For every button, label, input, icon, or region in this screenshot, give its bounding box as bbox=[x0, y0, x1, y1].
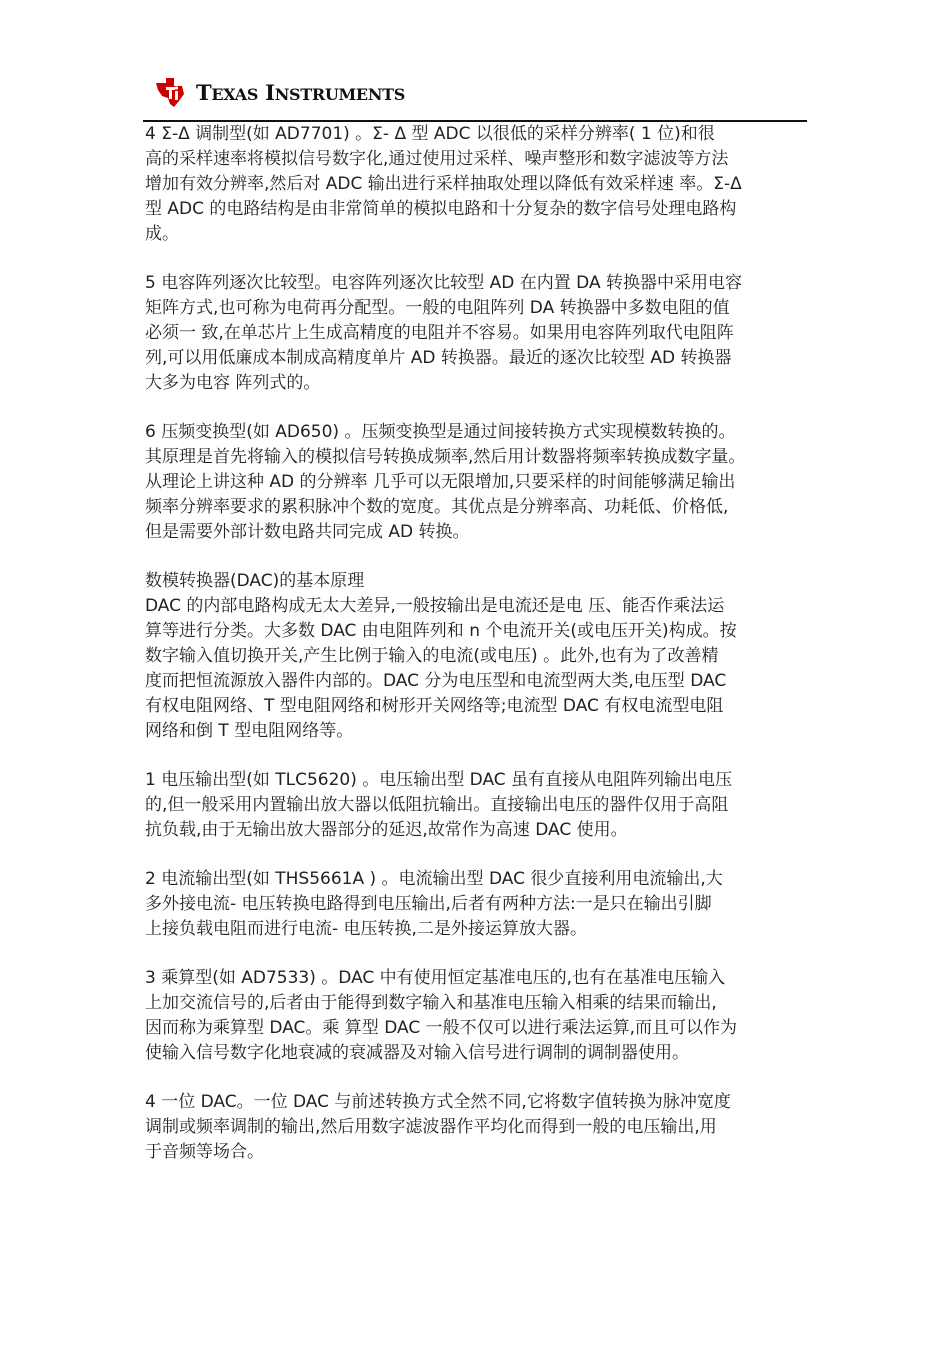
text-line: 从理论上讲这种 AD 的分辨率 几乎可以无限增加,只要采样的时间能够满足输出 bbox=[145, 472, 736, 492]
text-line: 网络和倒 T 型电阻网络等。 bbox=[145, 721, 354, 741]
text-line: 于音频等场合。 bbox=[145, 1142, 264, 1162]
paragraph-voltage-frequency bbox=[145, 420, 815, 545]
paragraph-sigma-delta bbox=[145, 122, 815, 247]
text-line: 上加交流信号的,后者由于能得到数字输入和基准电压输入相乘的结果而输出, bbox=[145, 993, 717, 1013]
text-line: 使输入信号数字化地衰减的衰减器及对输入信号进行调制的调制器使用。 bbox=[145, 1043, 689, 1063]
ti-logo-icon bbox=[152, 74, 188, 110]
text-line: 3 乘算型(如 AD7533) 。DAC 中有使用恒定基准电压的,也有在基准电压输入 bbox=[145, 968, 726, 988]
paragraph-voltage-output bbox=[145, 768, 815, 843]
text-line: 多外接电流- 电压转换电路得到电压输出,后者有两种方法:一是只在输出引脚 bbox=[145, 894, 712, 914]
text-line: 列,可以用低廉成本制成高精度单片 AD 转换器。最近的逐次比较型 AD 转换器 bbox=[145, 348, 732, 368]
text-line: 抗负载,由于无输出放大器部分的延迟,故常作为高速 DAC 使用。 bbox=[145, 820, 628, 840]
text-line: DAC 的内部电路构成无太大差异,一般按输出是电流还是电 压、能否作乘法运 bbox=[145, 596, 725, 616]
text-line: 型 ADC 的电路结构是由非常简单的模拟电路和十分复杂的数字信号处理电路构 bbox=[145, 199, 737, 219]
paragraph-capacitor-array bbox=[145, 271, 815, 396]
brand-wordmark: TEXAS INSTRUMENTS bbox=[196, 79, 406, 105]
page-header bbox=[152, 74, 405, 110]
text-line: 频率分辨率要求的累积脉冲个数的宽度。其优点是分辨率高、功耗低、价格低, bbox=[145, 497, 729, 517]
text-line: 其原理是首先将输入的模拟信号转换成频率,然后用计数器将频率转换成数字量。 bbox=[145, 447, 746, 467]
text-line: 有权电阻网络、T 型电阻网络和树形开关网络等;电流型 DAC 有权电流型电阻 bbox=[145, 696, 724, 716]
text-line: 矩阵方式,也可称为电荷再分配型。一般的电阻阵列 DA 转换器中多数电阻的值 bbox=[145, 298, 730, 318]
text-line: 因而称为乘算型 DAC。乘 算型 DAC 一般不仅可以进行乘法运算,而且可以作为 bbox=[145, 1018, 738, 1038]
text-line: 6 压频变换型(如 AD650) 。压频变换型是通过间接转换方式实现模数转换的。 bbox=[145, 422, 736, 442]
text-line: 4 Σ-Δ 调制型(如 AD7701) 。Σ- Δ 型 ADC 以很低的采样分辨率( 1 位)和很 bbox=[145, 124, 715, 144]
text-line: 高的采样速率将模拟信号数字化,通过使用过采样、噪声整形和数字滤波等方法 bbox=[145, 149, 729, 169]
text-line: 5 电容阵列逐次比较型。电容阵列逐次比较型 AD 在内置 DA 转换器中采用电容 bbox=[145, 273, 742, 293]
text-line: 大多为电容 阵列式的。 bbox=[145, 373, 321, 393]
text-line: 算等进行分类。大多数 DAC 由电阻阵列和 n 个电流开关(或电压开关)构成。按 bbox=[145, 621, 737, 641]
text-line: 4 一位 DAC。一位 DAC 与前述转换方式全然不同,它将数字值转换为脉冲宽度 bbox=[145, 1092, 731, 1112]
text-line: 必须一 致,在单芯片上生成高精度的电阻并不容易。如果用电容阵列取代电阻阵 bbox=[145, 323, 734, 343]
text-line: 2 电流输出型(如 THS5661A ) 。电流输出型 DAC 很少直接利用电流输出,大 bbox=[145, 869, 723, 889]
text-line: 的,但一般采用内置输出放大器以低阻抗输出。直接输出电压的器件仅用于高阻 bbox=[145, 795, 729, 815]
section-heading: 数模转换器(DAC)的基本原理 bbox=[145, 571, 365, 591]
text-line: 调制或频率调制的输出,然后用数字滤波器作平均化而得到一般的电压输出,用 bbox=[145, 1117, 717, 1137]
text-line: 成。 bbox=[145, 224, 179, 244]
paragraph-multiplying bbox=[145, 966, 815, 1066]
text-line: 数字输入值切换开关,产生比例于输入的电流(或电压) 。此外,也有为了改善精 bbox=[145, 646, 719, 666]
document-body bbox=[145, 122, 815, 1165]
paragraph-current-output bbox=[145, 867, 815, 942]
text-line: 增加有效分辨率,然后对 ADC 输出进行采样抽取处理以降低有效采样速 率。Σ-Δ bbox=[145, 174, 742, 194]
text-line: 但是需要外部计数电路共同完成 AD 转换。 bbox=[145, 522, 470, 542]
text-line: 上接负载电阻而进行电流- 电压转换,二是外接运算放大器。 bbox=[145, 919, 587, 939]
paragraph-dac-principle bbox=[145, 569, 815, 744]
text-line: 度而把恒流源放入器件内部的。DAC 分为电压型和电流型两大类,电压型 DAC bbox=[145, 671, 727, 691]
text-line: 1 电压输出型(如 TLC5620) 。电压输出型 DAC 虽有直接从电阻阵列输出电压 bbox=[145, 770, 733, 790]
paragraph-one-bit-dac bbox=[145, 1090, 815, 1165]
